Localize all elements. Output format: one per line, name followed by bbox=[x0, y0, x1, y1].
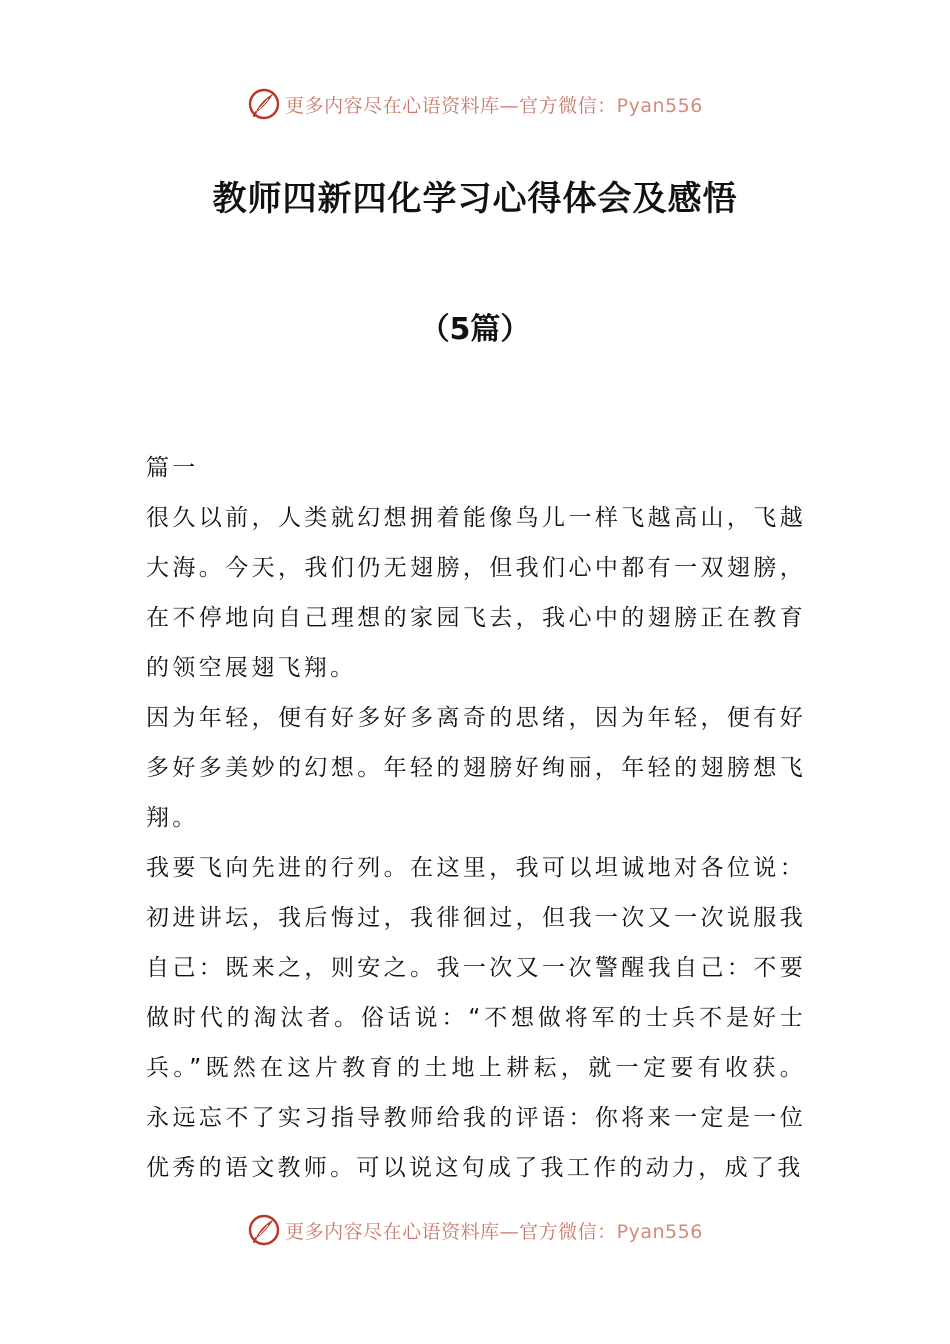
quill-seal-icon bbox=[247, 87, 281, 121]
document-body bbox=[146, 443, 806, 1193]
section-heading: 篇一 bbox=[146, 455, 199, 481]
document-title: 教师四新四化学习心得体会及感悟 bbox=[212, 179, 738, 219]
watermark-id: Pyan556 bbox=[616, 94, 703, 117]
header-watermark bbox=[0, 84, 950, 124]
paragraph-2: 因为年轻，便有好多好多离奇的思绪，因为年轻，便有好多好多美妙的幻想。年轻的翅膀好绚丽，年轻的翅膀想飞翔。 bbox=[146, 705, 806, 831]
paragraph-1: 很久以前，人类就幻想拥着能像鸟儿一样飞越高山，飞越大海。今天，我们仍无翅膀，但我们心中都有一双翅膀，在不停地向自己理想的家园飞去，我心中的翅膀正在教育的领空展翅飞翔。 bbox=[146, 505, 806, 681]
footer-watermark bbox=[0, 1210, 950, 1250]
watermark-text: 更多内容尽在心语资料库—官方微信：Pyan556 bbox=[285, 94, 703, 117]
watermark-id: Pyan556 bbox=[616, 1220, 703, 1243]
paragraph-3: 我要飞向先进的行列。在这里，我可以坦诚地对各位说：初进讲坛，我后悔过，我徘徊过，但我一次又一次说服我自己：既来之，则安之。我一次又一次警醒我自己：不要做时代的淘汰者。俗话说：“不想做将军的士兵不是好士兵。”既然在这片教育的土地上耕耘，就一定要有收获。永远忘不了实习指导教师给我的评语：你将来一定是一位优秀的语文教师。可以说这句成了我工作的动力，成了我 bbox=[146, 855, 806, 1181]
document-subtitle: （5篇） bbox=[419, 312, 531, 347]
watermark-text: 更多内容尽在心语资料库—官方微信：Pyan556 bbox=[285, 1220, 703, 1243]
quill-seal-icon bbox=[247, 1213, 281, 1247]
